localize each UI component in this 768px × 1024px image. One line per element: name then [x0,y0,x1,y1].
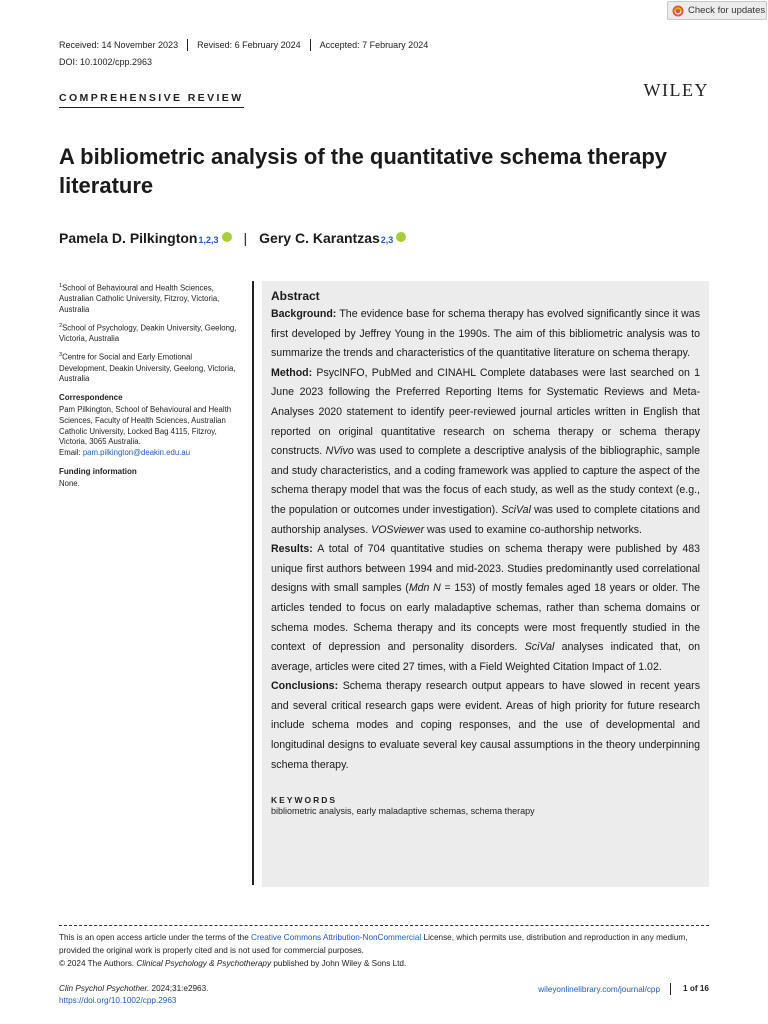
affiliation-text: School of Psychology, Deakin University, Geelong, Victoria, Australia [59,323,237,344]
method-text: was used to examine co-authorship networks. [424,523,642,536]
received-date: Received: 14 November 2023 [59,40,179,50]
author-affiliation-refs[interactable]: 1,2,3 [198,235,219,245]
check-for-updates-button[interactable] [667,1,767,20]
affiliation-number: 3 [59,352,63,359]
correspondence-heading: Correspondence [59,393,123,403]
copyright-text: © 2024 The Authors. [59,959,137,968]
affiliation [59,350,239,385]
doi-header: DOI: 10.1002/cpp.2963 [59,57,153,67]
article-title: A bibliometric analysis of the quantitative schema therapy literature [59,144,668,198]
results-text: = 153) of mostly females aged 18 years or older. The articles tended to focus on early maladaptive schemas, rather than schema domains or schema modes. Schema therapy and its concepts were most frequently studied in the context of depression and personality disorders. [271,582,700,654]
license-text: License, which permits use, distribution and reproduction in any medium, provided the original work is properly cited and is not used for commercial purposes. [59,933,688,955]
background-text: The evidence base for schema therapy has evolved significantly since it was first developed by Jeffrey Young in the 1990s. The aim of this bibliometric analysis was to summarize the trends and characteristics of the quantitative literature on schema therapy. [271,308,700,360]
page-number: 1 of 16 [670,983,709,995]
citation-journal: Clin Psychol Psychother. [59,984,150,993]
author-affiliation-refs[interactable]: 2,3 [380,235,394,245]
results-text: analyses indicated that, on average, articles were cited 27 times, with a Field Weighted Citation Impact of 1.02. [271,641,700,673]
funding-text: None. [59,478,80,488]
method-label: Method: [271,366,313,379]
affiliation-text: Centre for Social and Early Emotional Development, Deakin University, Geelong, Victoria, Australia [59,352,236,384]
article-dates [59,39,437,51]
email-link[interactable]: pam.pilkington@deakin.edu.au [82,448,191,458]
affiliation [59,321,239,345]
check-updates-label: Check for updates [688,5,766,16]
background-label: Background: [271,308,337,320]
affiliation-number: 2 [59,322,63,329]
revised-date: Revised: 6 February 2024 [187,39,310,51]
abstract-box [262,281,709,887]
article-type-label: COMPREHENSIVE REVIEW [59,92,244,108]
journal-url-link[interactable]: wileyonlinelibrary.com/journal/cpp [538,984,661,994]
abstract-results [271,540,700,677]
doi-link[interactable]: https://doi.org/10.1002/cpp.2963 [59,996,177,1005]
check-updates-icon [672,5,684,17]
results-statistic: Mdn N [408,582,441,595]
footer-right [538,983,709,995]
funding-heading: Funding information [59,466,137,476]
correspondence-text [59,405,239,459]
orcid-icon[interactable] [222,232,232,242]
license-link[interactable]: Creative Commons Attribution-NonCommercial [251,933,422,942]
orcid-icon[interactable] [396,232,406,242]
publisher-logo: WILEY [643,80,709,100]
results-label: Results: [271,543,313,556]
abstract-background [271,305,700,364]
method-software: VOSviewer [371,523,425,536]
license-text: This is an open access article under the terms of the [59,933,252,942]
author-list [59,230,406,246]
author-name[interactable]: Pamela D. Pilkington [59,230,198,246]
abstract-divider [252,281,254,885]
keywords-list: bibliometric analysis, early maladaptive schemas, schema therapy [271,806,535,817]
author-name[interactable]: Gery C. Karantzas [259,230,380,246]
author-separator: | [243,230,248,246]
results-text: A total of 704 quantitative studies on schema therapy were published by 483 unique first authors between 1994 and mid-2023. Studies predominantly used correlational designs with small samples ( [271,543,700,595]
keywords-heading: KEYWORDS [271,795,338,806]
abstract-conclusions [271,677,700,775]
footer-citation [59,983,208,1007]
results-software: SciVal [524,641,555,654]
method-text: PsycINFO, PubMed and CINAHL Complete databases were last searched on 1 June 2023 following the Preferred Reporting Items for Systematic Reviews and Meta-Analyses 2020 statement to identify peer-reviewed journal articles written in English that reported on original quantitative research on schema therapy or schema therapy constructs. [271,366,700,458]
copyright-text: published by John Wiley & Sons Ltd. [271,959,407,968]
article-info-sidebar [59,281,239,490]
citation-details: 2024;31:e2963. [149,984,209,993]
method-software: SciVal [501,503,531,516]
abstract-method [271,364,700,540]
method-software: NVivo [325,445,354,458]
method-text: was used to complete a descriptive analysis of the bibliographic, sample and study characteristics, and a coding framework was applied to capture the aspect of the schema therapy model that was the focus of each study, as well as the study context (e.g., the population or outcomes under investigation). [271,445,700,516]
accepted-date: Accepted: 7 February 2024 [310,39,438,51]
copyright-journal: Clinical Psychology & Psychotherapy [136,959,272,968]
correspondence-address: Pam Pilkington, School of Behavioural and Health Sciences, Faculty of Health Sciences, Australian Catholic University, Locked Bag 4115, Fitzroy, Victoria, 3065 Australia. [59,404,232,447]
affiliation-text: School of Behavioural and Health Sciences, Australian Catholic University, Fitzroy, Victoria, Australia [59,283,220,315]
license-notice [59,931,709,970]
license-divider [59,925,709,926]
conclusions-label: Conclusions: [271,680,339,693]
abstract-heading: Abstract [271,289,320,303]
affiliation-number: 1 [59,283,63,289]
email-label: Email: [59,448,83,458]
method-text: was used to complete citations and authorship analyses. [271,503,700,536]
affiliation [59,281,239,316]
conclusions-text: Schema therapy research output appears to have slowed in recent years and several critical research gaps were evident. Areas of high priority for future research include schema modes and coping responses, and the use of developmental and longitudinal designs to evaluate several key causal assumptions in the theory underpinning schema therapy. [271,680,700,771]
